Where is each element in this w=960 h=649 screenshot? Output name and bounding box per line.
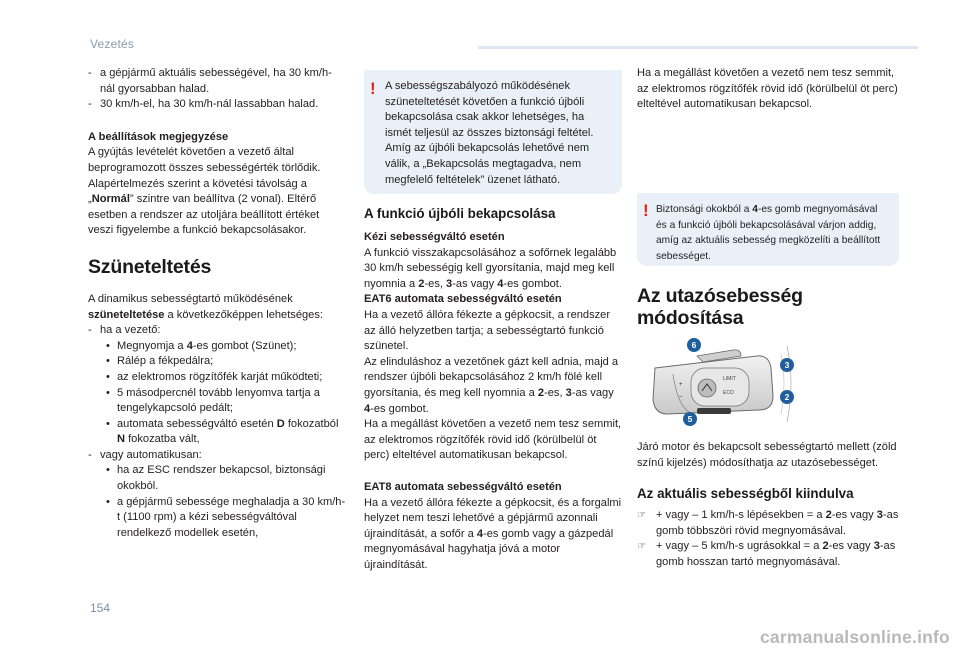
- list-item: • Megnyomja a 4-es gombot (Szünet);: [100, 339, 346, 355]
- callout-label: 5: [687, 414, 693, 424]
- list-item: • automata sebességváltó esetén D fokozatból N fokozatba vált,: [100, 417, 346, 448]
- list-item: - 30 km/h-el, ha 30 km/h-nál lassabban halad.: [88, 97, 346, 113]
- auto-label: - vagy automatikusan:: [88, 448, 346, 464]
- warning-note: [364, 70, 622, 194]
- list-item: - a gépjármű aktuális sebességével, ha 30 km/h-nál gyorsabban halad.: [88, 66, 346, 97]
- list-item: • ha az ESC rendszer bekapcsol, biztonsági okokból.: [100, 463, 346, 494]
- cruise-stalk-illustration: [637, 334, 815, 426]
- safety-note: [637, 193, 899, 266]
- stop-text: Ha a megállást követően a vezető nem tesz semmit, az elektromos rögzítőfék rövid idő (körülbelül öt perc) elteltével automatikusan bekapcsol.: [637, 67, 898, 111]
- watermark: carmanualsonline.info: [760, 627, 950, 647]
- section-title: Vezetés: [90, 37, 135, 51]
- heading-from-current: Az aktuális sebességből kiindulva: [637, 486, 854, 502]
- column-3: [637, 66, 899, 113]
- pause-intro: A dinamikus sebességtartó működésének szüneteltetése a következőképpen lehetséges:: [88, 292, 323, 321]
- settings-note-title: A beállítások megjegyzése: [88, 130, 229, 143]
- warning-icon: !: [643, 201, 649, 220]
- list-item: • a gépjármű sebessége meghaladja a 30 km/h-t (1100 rpm) a kézi sebességváltóval rendelkező modellek esetén,: [100, 495, 346, 542]
- callout-label: 2: [784, 392, 790, 402]
- driver-label: - ha a vezető:: [88, 323, 346, 339]
- eat6-title: EAT6 automata sebességváltó esetén: [364, 293, 562, 306]
- callout-label: 3: [784, 360, 790, 370]
- header-bar: [478, 46, 918, 49]
- heading-reenable: A funkció újbóli bekapcsolása: [364, 206, 556, 221]
- column-3-lower: [637, 440, 899, 571]
- manual-title: Kézi sebességváltó esetén: [364, 231, 505, 243]
- eat8-text: Ha a vezető állóra fékezte a gépkocsit, és a forgalmi helyzet nem teszi lehetővé a gépjármű azonnali újraindítását, a sofőr a 4-es gomb vagy a gázpedál megnyomásával hagyhatja jóvá a motor újraindítását.: [364, 496, 622, 571]
- settings-note-text: A gyújtás levételét követően a vezető által beprogramozott összes sebességérték törlődik. Alapértelmezés szerint a követési távolság a „Normál” szintre van beállítva (2 vonal). Eltérő esetben a rendszer az utoljára beállított értéket veszi figyelembe a funkció bekapcsolásakor.: [88, 146, 321, 237]
- list-item: ☞ + vagy – 5 km/h-s ugrásokkal = a 2-es vagy 3-as gomb hosszan tartó megnyomásával.: [637, 539, 899, 570]
- stalk-ring: [697, 408, 731, 414]
- list-item: • az elektromos rögzítőfék karját működteti;: [100, 370, 346, 386]
- list-item: • 5 másodpercnél tovább lenyomva tartja a tengelykapcsoló pedált;: [100, 386, 346, 417]
- eat6-text-1: Ha a vezető állóra fékezte a gépkocsit, a rendszer az álló helyzetben tartja; a sebességtartó funkció szünetel.: [364, 308, 611, 353]
- safety-text: Biztonsági okokból a 4-es gomb megnyomásával és a funkció újbóli bekapcsolásával várjon addig, amíg az aktuális sebesség megközelíti a beállított sebességet.: [656, 204, 881, 262]
- warning-text: A sebességszabályozó működésének szüneteltetését követően a funkció újbóli bekapcsolása csak akkor lehetséges, ha ismét teljesül az összes biztonsági feltétel. Amíg az újbóli bekapcsolás lehetővé nem válik, a „Bekapcsolás megtagadva, nem megfelelő feltételek” üzenet látható.: [385, 80, 594, 186]
- page-number: 154: [90, 601, 111, 615]
- manual-text: A funkció visszakapcsolásához a sofőrnek legalább 30 km/h sebességig kell gyorsítania, majd meg kell nyomnia a 2-es, 3-as vagy 4-es gombot.: [364, 246, 617, 290]
- callout-label: 6: [691, 340, 697, 350]
- column-1: [88, 66, 346, 541]
- svg-text:+: +: [679, 382, 683, 388]
- warning-icon: !: [370, 79, 376, 98]
- heading-pause: Szüneteltetés: [88, 255, 212, 278]
- eat8-title: EAT8 automata sebességváltó esetén: [364, 480, 562, 493]
- list-item: • Rálép a fékpedálra;: [100, 354, 346, 370]
- heading-change-speed: Az utazósebesség módosítása: [637, 285, 803, 329]
- limit-text: LIMIT: [723, 376, 736, 382]
- eat6-text-3: Ha a megállást követően a vezető nem tesz semmit, az elektromos rögzítőfék rövid idő (körülbelül öt perc) elteltével automatikusan bekapcsol.: [364, 418, 622, 462]
- speedometer-icon: [698, 379, 716, 397]
- svg-text:–: –: [679, 394, 683, 400]
- column-2: [364, 205, 622, 573]
- eco-text: ECO: [723, 390, 734, 396]
- list-item: ☞ + vagy – 1 km/h-s lépésekben = a 2-es vagy 3-as gomb többszöri rövid megnyomásával.: [637, 508, 899, 539]
- eat6-text-2: Az elinduláshoz a vezetőnek gázt kell adnia, majd a rendszer újbóli bekapcsolásához 2 km/h fölé kell gyorsítania, és meg kell nyomnia a 2-es, 3-as vagy 4-es gombot.: [364, 355, 619, 415]
- change-text: Járó motor és bekapcsolt sebességtartó mellett (zöld színű kijelzés) módosíthatja az utazósebességet.: [637, 441, 897, 469]
